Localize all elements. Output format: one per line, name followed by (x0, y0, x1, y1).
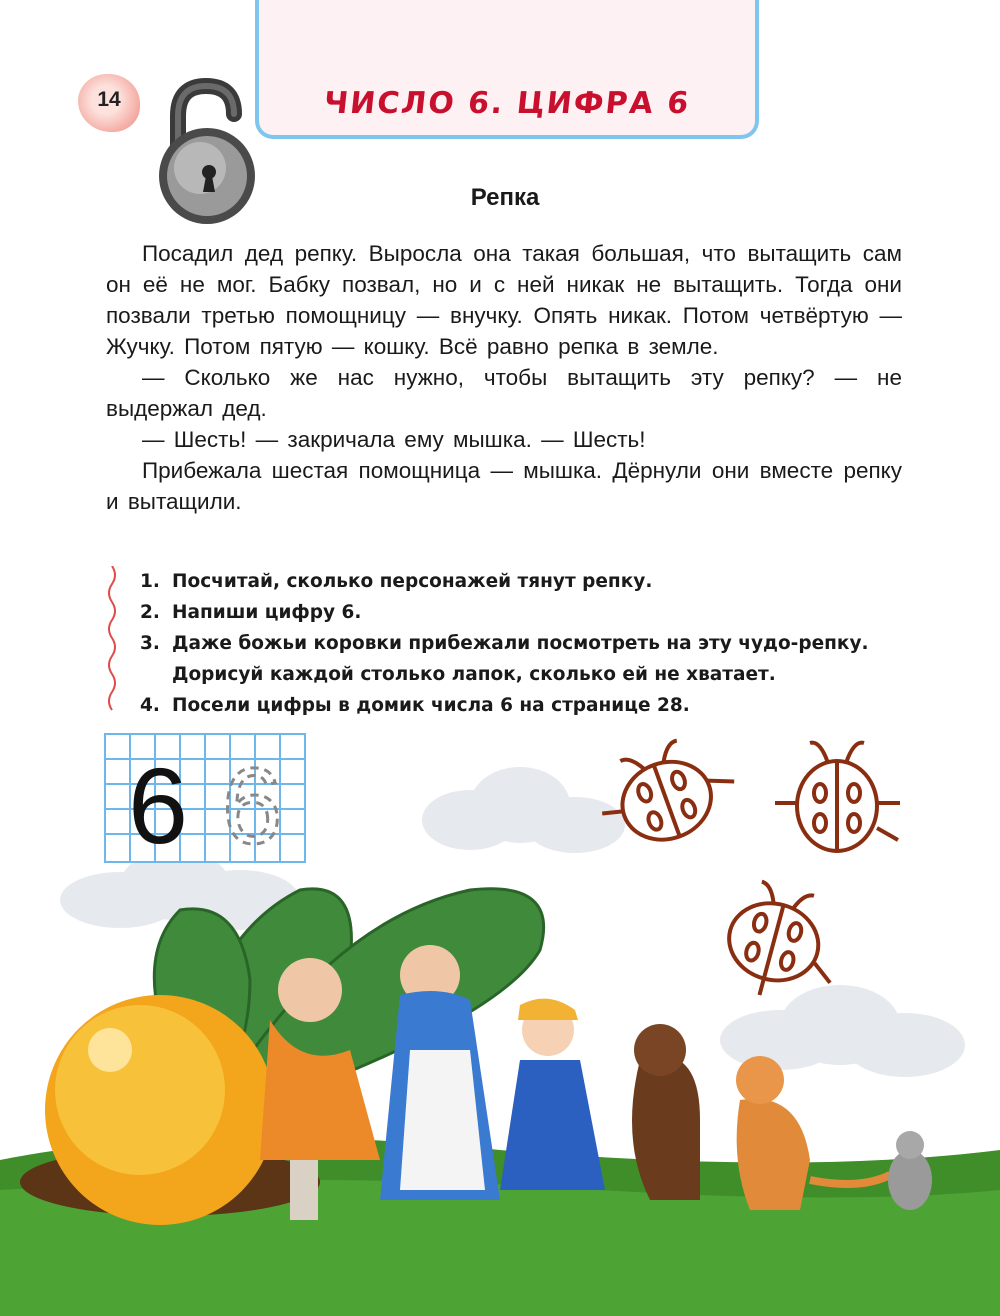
task-item (140, 566, 920, 597)
story-paragraph: Посадил дед репку. Выросла она такая большая, что вытащить сам он её не мог. Бабку позвал, но и с ней никак не вытащить. Тогда они позвали третью помощницу — внучку. Опять никак. Потом четвёртую — Жучку. Потом пятую — кошку. Всё равно репка в земле. (106, 241, 902, 359)
story-paragraph: Прибежала шестая помощница — мышка. Дёрнули они вместе репку и вытащили. (106, 458, 902, 514)
sample-digit: 6 (128, 745, 189, 863)
task-item (140, 628, 920, 690)
dotted-digit: 6 (222, 745, 283, 863)
page-number: 14 (97, 88, 121, 111)
task-number: 4. (140, 695, 160, 716)
ladybug-outline-icon (770, 728, 905, 868)
task-item (140, 597, 920, 628)
task-number: 2. (140, 602, 160, 623)
ladybug-outline-icon (585, 736, 745, 856)
ladybug-outline-icon (700, 872, 850, 1002)
story-paragraph: — Шесть! — закричала ему мышка. — Шесть! (142, 427, 646, 452)
story-paragraph: — Сколько же нас нужно, чтобы вытащить эту репку? — не выдержал дед. (106, 365, 902, 421)
padlock-six-icon (148, 76, 266, 226)
writing-practice-grid (104, 733, 306, 863)
page-title: ЧИСЛО 6. ЦИФРА 6 (322, 86, 692, 121)
story-text (106, 238, 902, 517)
task-text: Напиши цифру 6. (172, 602, 362, 623)
task-item (140, 690, 920, 721)
task-number: 1. (140, 571, 160, 592)
task-text: Посели цифры в домик числа 6 на странице 28. (172, 695, 690, 716)
wavy-divider (104, 566, 120, 716)
story-title: Репка (470, 184, 540, 211)
task-text: Даже божьи коровки прибежали посмотреть на эту чудо-репку. Дорисуй каждой столько лапок, сколько ей не хватает. (172, 633, 869, 685)
task-text: Посчитай, сколько персонажей тянут репку. (172, 571, 653, 592)
task-list (140, 566, 920, 721)
task-number: 3. (140, 633, 160, 654)
